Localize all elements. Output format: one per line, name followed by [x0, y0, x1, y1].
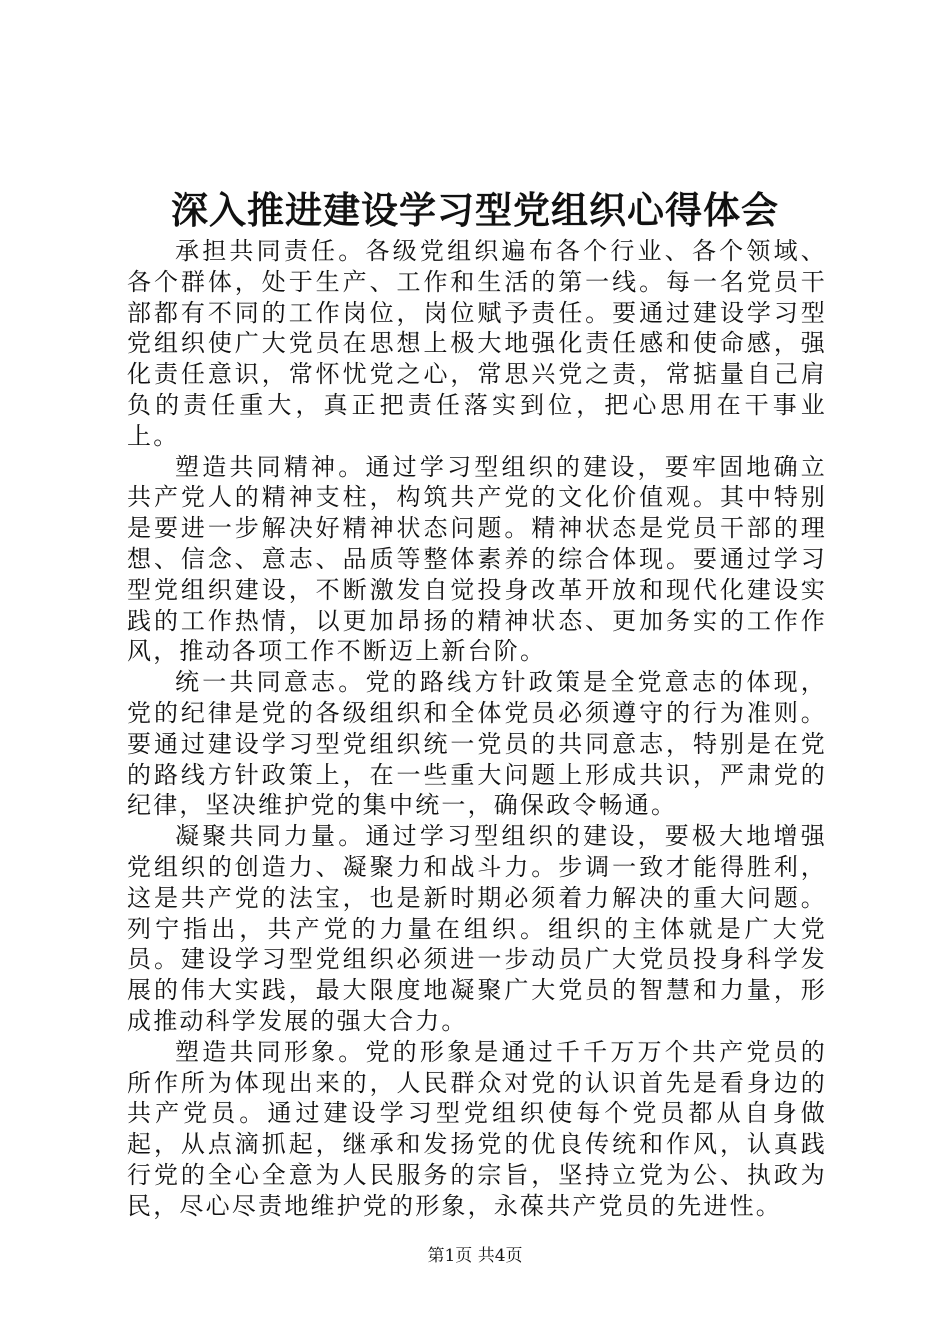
paragraph-spirit: 塑造共同精神。通过学习型组织的建设，要牢固地确立共产党人的精神支柱，构筑共产党的文化价值观。其中特别是要进一步解决好精神状态问题。精神状态是党员干部的理想、信念、意志、品质等整体素养的综合体现。要通过学习型党组织建设，不断激发自觉投身改革开放和现代化建设实践的工作热情，以更加昂扬的精神状态、更加务实的工作作风，推动各项工作不断迈上新台阶。: [127, 452, 827, 666]
paragraph-responsibility: 承担共同责任。各级党组织遍布各个行业、各个领域、各个群体，处于生产、工作和生活的第一线。每一名党员干部都有不同的工作岗位，岗位赋予责任。要通过建设学习型党组织使广大党员在思想上极大地强化责任感和使命感，强化责任意识，常怀忧党之心，常思兴党之责，常掂量自己肩负的责任重大，真正把责任落实到位，把心思用在干事业上。: [127, 237, 827, 450]
paragraph-will: 统一共同意志。党的路线方针政策是全党意志的体现，党的纪律是党的各级组织和全体党员必须遵守的行为准则。要通过建设学习型党组织统一党员的共同意志，特别是在党的路线方针政策上，在一些重大问题上形成共识，严肃党的纪律，坚决维护党的集中统一，确保政令畅通。: [127, 668, 827, 820]
paragraph-image: 塑造共同形象。党的形象是通过千千万万个共产党员的所作所为体现出来的，人民群众对党的认识首先是看身边的共产党员。通过建设学习型党组织使每个党员都从自身做起，从点滴抓起，继承和发扬党的优良传统和作风，认真践行党的全心全意为人民服务的宗旨，坚持立党为公、执政为民，尽心尽责地维护党的形象，永葆共产党员的先进性。: [127, 1037, 827, 1220]
page-number-footer: 第1页 共4页: [427, 1246, 523, 1266]
document-body: [127, 236, 827, 1222]
document-title: 深入推进建设学习型党组织心得体会: [171, 189, 779, 232]
paragraph-strength: 凝聚共同力量。通过学习型组织的建设，要极大地增强党组织的创造力、凝聚力和战斗力。步调一致才能得胜利，这是共产党的法宝，也是新时期必须着力解决的重大问题。列宁指出，共产党的力量在组织。组织的主体就是广大党员。建设学习型党组织必须进一步动员广大党员投身科学发展的伟大实践，最大限度地凝聚广大党员的智慧和力量，形成推动科学发展的强大合力。: [127, 822, 827, 1035]
